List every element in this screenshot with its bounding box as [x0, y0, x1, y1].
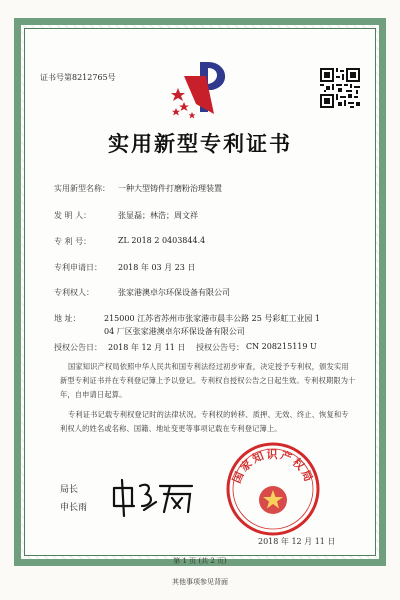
paragraph-line: 国家知识产权局依照中华人民共和国专利法经过初步审查，决定授予专利权，颁发实用 [68, 362, 349, 371]
director-name: 申长雨 [60, 503, 88, 513]
field-value-application-date: 2018 年 03 月 23 日 [118, 263, 196, 272]
paragraph-line: 专利证书记载专利权登记时的法律状况。专利权的转移、质押、无效、终止、恢复和专 [68, 410, 349, 419]
field-value-grant-date: 2018 年 12 月 11 日 [108, 343, 186, 352]
certificate-number-label: 证书号第 [40, 73, 72, 82]
paragraph-line: 利权人的姓名或名称、国籍、地址变更等事项记载在专利登记簿上。 [60, 424, 282, 433]
field-label-grant-number: 授权公告号： [196, 343, 244, 352]
certificate-number [40, 72, 116, 83]
cnipa-logo-icon [170, 58, 240, 120]
certificate-title: 实用新型专利证书 [108, 131, 292, 156]
official-seal-icon [224, 440, 322, 538]
field-value-patent-number: ZL 2018 2 0403844.4 [118, 236, 206, 245]
field-label-grant-date: 授权公告日： [54, 343, 102, 352]
director-title: 局长 [60, 485, 79, 495]
page-number-note: 第 1 页 (共 2 页) [173, 557, 227, 565]
paragraph-line: 新型专利证书并在专利登记簿上予以登记。专利权自授权公告之日起生效。专利权期限为十 [60, 376, 356, 385]
field-value-grant-number: CN 208215119 U [246, 342, 317, 351]
certificate-number-value: 8212765号 [72, 73, 116, 82]
paragraph-legal-status [60, 408, 360, 436]
field-value-patentee: 张家港澳卓尔环保设备有限公司 [118, 288, 230, 297]
field-value-address-line2: 04 厂区张家港澳卓尔环保设备有限公司 [104, 327, 245, 336]
paragraph-line: 年，自申请日起算。 [60, 390, 127, 399]
svg-text:国家知识产权局: 国家知识产权局 [230, 448, 316, 486]
field-label-patent-number: 专 利 号： [54, 237, 92, 246]
field-label-patentee: 专利权人： [54, 288, 94, 297]
field-value-address-line1: 215000 江苏省苏州市张家港市晨丰公路 25 号彩虹工业园 1 [104, 314, 320, 323]
footer-note: 其他事项参见背面 [172, 578, 228, 586]
seal-date: 2018 年 12 月 11 日 [258, 537, 336, 546]
qr-code-icon [320, 68, 360, 108]
field-label-application-date: 专利申请日： [54, 263, 102, 272]
paragraph-grant-statement [60, 360, 360, 402]
field-label-inventor: 发 明 人： [54, 211, 92, 220]
field-label-address: 地 址： [54, 314, 81, 323]
field-label-name: 实用新型名称： [54, 184, 110, 193]
director-signature-icon [108, 476, 198, 520]
field-value-inventor: 张显磊；林浩；周文祥 [118, 211, 198, 220]
field-value-name: 一种大型铸件打磨粉治理装置 [118, 184, 222, 193]
